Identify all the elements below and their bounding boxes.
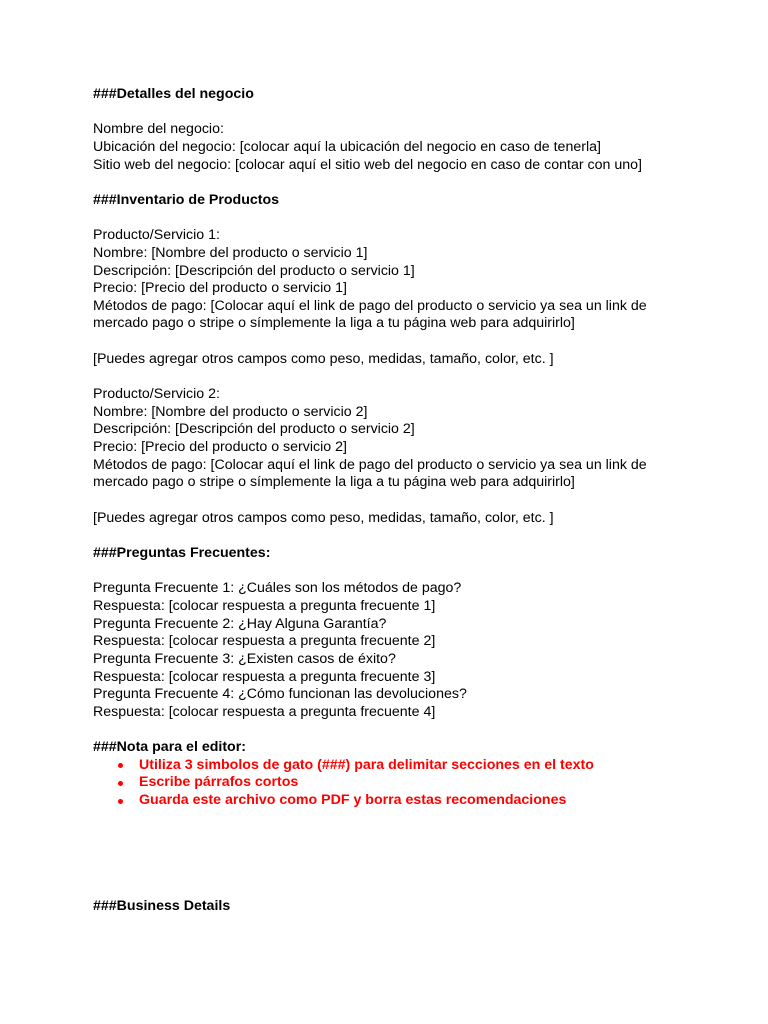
product-1-title: Producto/Servicio 1: [93,227,220,244]
product-1-price: Precio: [Precio del producto o servicio 1] [93,280,347,297]
faq-question-3: Pregunta Frecuente 3: ¿Existen casos de éxito? [93,650,396,667]
editor-note-text: Escribe párrafos cortos [139,774,299,791]
product-1-description: Descripción: [Descripción del producto o servicio 1] [93,262,415,279]
product-2-name: Nombre: [Nombre del producto o servicio 2] [93,403,368,420]
product-1-payment-methods: Métodos de pago: [Colocar aquí el link de pago del producto o servicio ya sea un link de mercado pago o stripe o símplemente la liga a tu página web para adquirirlo] [93,297,647,332]
section-heading-nota-editor: ###Nota para el editor: [93,739,246,756]
product-1-name: Nombre: [Nombre del producto o servicio 1] [93,244,368,261]
faq-question-4: Pregunta Frecuente 4: ¿Cómo funcionan las devoluciones? [93,686,467,703]
document-page [93,86,675,916]
business-name-field: Nombre del negocio: [93,121,224,138]
editor-notes-list [93,757,675,810]
product-2-payment-methods: Métodos de pago: [Colocar aquí el link de pago del producto o servicio ya sea un link de mercado pago o stripe o símplemente la liga a tu página web para adquirirlo] [93,456,647,491]
bullet-icon [118,781,123,786]
section-heading-detalles: ###Detalles del negocio [93,86,254,102]
product-2-price: Precio: [Precio del producto o servicio 2] [93,439,347,456]
bullet-icon [118,799,123,804]
editor-note-text: Guarda este archivo como PDF y borra estas recomendaciones [139,792,567,809]
business-website-field: Sitio web del negocio: [colocar aquí el sitio web del negocio en caso de contar con uno] [93,156,642,173]
faq-answer-4: Respuesta: [colocar respuesta a pregunta frecuente 4] [93,703,436,720]
business-location-field: Ubicación del negocio: [colocar aquí la ubicación del negocio en caso de tenerla] [93,138,601,155]
faq-question-2: Pregunta Frecuente 2: ¿Hay Alguna Garantía? [93,615,387,632]
product-2-extra-fields-note: [Puedes agregar otros campos como peso, medidas, tamaño, color, etc. ] [93,509,554,526]
editor-note-item [93,757,675,775]
product-2-description: Descripción: [Descripción del producto o servicio 2] [93,421,415,438]
faq-answer-2: Respuesta: [colocar respuesta a pregunta frecuente 2] [93,633,436,650]
section-heading-business-details: ###Business Details [93,898,231,915]
editor-note-item [93,792,675,810]
faq-answer-1: Respuesta: [colocar respuesta a pregunta frecuente 1] [93,597,436,614]
faq-answer-3: Respuesta: [colocar respuesta a pregunta frecuente 3] [93,668,436,685]
product-1-extra-fields-note: [Puedes agregar otros campos como peso, medidas, tamaño, color, etc. ] [93,350,554,367]
section-heading-preguntas: ###Preguntas Frecuentes: [93,544,271,561]
bullet-icon [118,763,123,768]
section-heading-inventario: ###Inventario de Productos [93,191,280,208]
product-2-title: Producto/Servicio 2: [93,386,220,403]
editor-note-text: Utiliza 3 simbolos de gato (###) para delimitar secciones en el texto [139,756,594,773]
editor-note-item [93,774,675,792]
faq-question-1: Pregunta Frecuente 1: ¿Cuáles son los métodos de pago? [93,580,462,597]
